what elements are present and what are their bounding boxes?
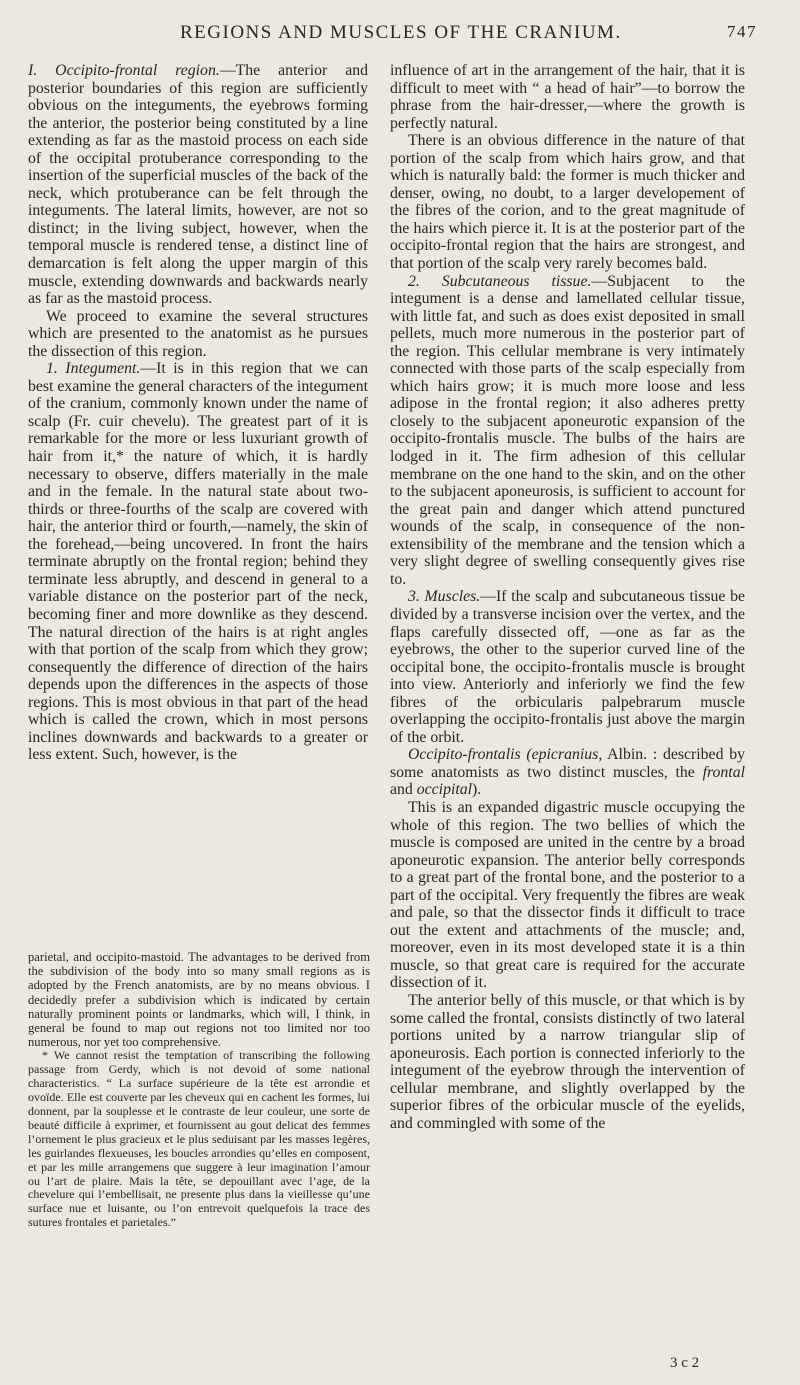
page-number: 747: [727, 22, 757, 41]
running-title: REGIONS AND MUSCLES OF THE CRANIUM.: [180, 22, 622, 43]
muscle-synonym: (epicranius,: [526, 746, 603, 764]
right-column: [390, 62, 745, 1132]
section-heading: 2. Subcutaneous tissue.: [408, 272, 592, 290]
paragraph-hair-influence: influence of art in the arrangement of the hair, that it is difficult to meet with “ a head of hair”—to borrow the phrase from the hair-dresser,—where the growth is perfectly natural.: [390, 62, 745, 132]
paragraph-occipito-frontalis: Occipito-frontalis (epicranius, Albin. : described by some anatomists as two distinct muscles, the frontal and occipital).: [390, 746, 746, 799]
signature-mark: 3 c 2: [670, 1355, 700, 1371]
footnote-gerdy: * We cannot resist the temptation of transcribing the following passage from Gerdy, which is not devoid of some national characteristics. “ La surface supérieure de la tête est arrondie et ovoïde. Elle est couverte par les cheveux qui en cachent les formes, lui donnent, par la souplesse et le contraste de leur couleur, une sorte de beauté difficile à exprimer, et fournissent au gout delicat des femmes l’ornement le plus gracieux et le plus seduisant par les masses legères, les guirlandes flexueuses, les boucles arrondies qu’elles en composent, et par les mille arrangemens que suggere à leur imagination l’amour ou l’art de plaire. Mais la tête, se depouillant avec l’age, de la chevelure qui l’embellisait, ne presente plus dans la vieillesse qu’une surface nue et luisante, ou l’on entrevoit quelquefois la trace des sutures frontales et parietales.”: [28, 1048, 370, 1230]
paragraph-text: —If the scalp and subcutaneous tissue be divided by a transverse incision over the vertex, and the flaps carefully dissected off, —one as far as the eyebrows, the other to the superior curved line of the occipital bone, the occipito-frontalis muscle is brought into view. Anteriorly and inferiorly we find the few fibres of the orbicularis palpebrarum muscle overlapping the occipito-frontalis just above the margin of the orbit.: [390, 588, 745, 746]
footnote-continued: parietal, and occipito-mastoid. The advantages to be derived from the subdivision of the body into so many small regions as is adopted by the French anatomists, are by no means obvious. I decidedly prefer a subdivision which is indicated by certain naturally prominent points or landmarks, which will, I think, in general be found to map out regions not too limited nor too numerous, nor yet too comprehensive.: [28, 950, 370, 1050]
paragraph-scalp-difference: There is an obvious difference in the nature of that portion of the scalp from which hairs grow, and that which is naturally bald: the former is much thicker and denser, owing, no doubt, to a larger developement of the fibres of the corion, and to the great magnitude of the hairs which pierce it. It is at the posterior part of the occipito-frontal region that the hairs are strongest, and that portion of the scalp very rarely becomes bald.: [390, 132, 745, 273]
muscle-name: Occipito-frontalis: [408, 746, 521, 764]
paragraph-anterior-belly: The anterior belly of this muscle, or that which is by some called the frontal, consists distinctly of two lateral portions united by a narrow triangular slip of aponeurosis. Each portion is connected inferiorly to the integument of the eyebrow through the intervention of cellular membrane, and slightly overlapped by the superior fibres of the orbicular muscle of the eyelids, and commingled with some of the: [390, 991, 745, 1132]
section-heading: 3. Muscles.: [408, 588, 481, 606]
paragraph-occipito-frontal: [28, 62, 368, 308]
paragraph-structures: We proceed to examine the several structures which are presented to the anatomist as he pursues the dissection of this region.: [28, 307, 368, 360]
footnotes: [28, 950, 370, 1230]
section-heading: I. Occipito-frontal region.: [28, 62, 220, 79]
paragraph-integument: [28, 360, 368, 764]
paragraph-text: —The anterior and posterior boundaries of this region are sufficiently obvious on the integuments, the eyebrows forming the anterior, the posterior being constituted by a line extending as far as the mastoid process on each side of the occipital protuberance corresponding to the insertion of the superficial muscles of the back of the neck, which protuberance can be felt through the integuments. The lateral limits, however, are not so distinct; in the living subject, however, when the temporal muscle is rendered tense, a distinct line of demarcation is felt along the upper margin of this muscle, extending downwards and backwards nearly as far as the mastoid process.: [28, 62, 369, 308]
section-heading: 1. Integument.: [46, 360, 141, 378]
paragraph-text: —Subjacent to the integument is a dense and lamellated cellular tissue, with little fat, and such as does exist deposited in small pellets, much more numerous in the posterior part of the region. This cellular membrane is very intimately connected with those parts of the scalp especially from which hairs grow; it is much more loose and less adipose in the frontal region; it also adheres pretty closely to the subjacent aponeurotic expansion of the occipito-frontalis muscle. The bulbs of the hairs are lodged in it. The firm adhesion of this cellular membrane on the one hand to the skin, and on the other to the subjacent aponeurosis, is sufficient to account for the great pain and danger which attend punctured wounds of the scalp, in consequence of the non-extensibility of the membrane and the tension which a very slight degree of swelling consequently gives rise to.: [390, 272, 745, 588]
paragraph-digastric: This is an expanded digastric muscle occupying the whole of this region. The two bellies of which the muscle is composed are united in the centre by a broad aponeurotic expansion. The anterior belly corresponds to a great part of the frontal bone, and the posterior to a part of the occipital. Very frequently the fibres are weak and pale, so that the dissector finds it difficult to trace out the extent and attachments of the muscle; and, moreover, even in its most developed state it is a thin muscle, so that great care is required for the accurate dissection of it.: [390, 798, 745, 992]
left-column: [28, 62, 368, 764]
paragraph-text: —It is in this region that we can best examine the general characters of the integument of the cranium, commonly known under the name of scalp (Fr. cuir chevelu). The greatest part of it is remarkable for the more or less luxuriant growth of hair from it,* the nature of which, it is hardly necessary to observe, differs materially in the male and in the female. In the natural state about two-thirds or three-fourths of the scalp are covered with hair, the anterior third or fourth,—namely, the skin of the forehead,—being uncovered. In front the hairs terminate abruptly on the frontal region; behind they terminate less abruptly, and descend in general to a variable distance on the posterior part of the neck, becoming finer and more downlike as they descend. The natural direction of the hairs is at right angles with that portion of the scalp from which they grow; consequently the difference of direction of the hairs depends upon the differences in the aspects of those regions. This is most obvious in that part of the head which is called the crown, which in most persons inclines downwards and backwards to a greater or less extent. Such, however, is the: [28, 360, 369, 764]
paragraph-subcutaneous: [390, 273, 745, 589]
paragraph-muscles: [390, 588, 745, 746]
